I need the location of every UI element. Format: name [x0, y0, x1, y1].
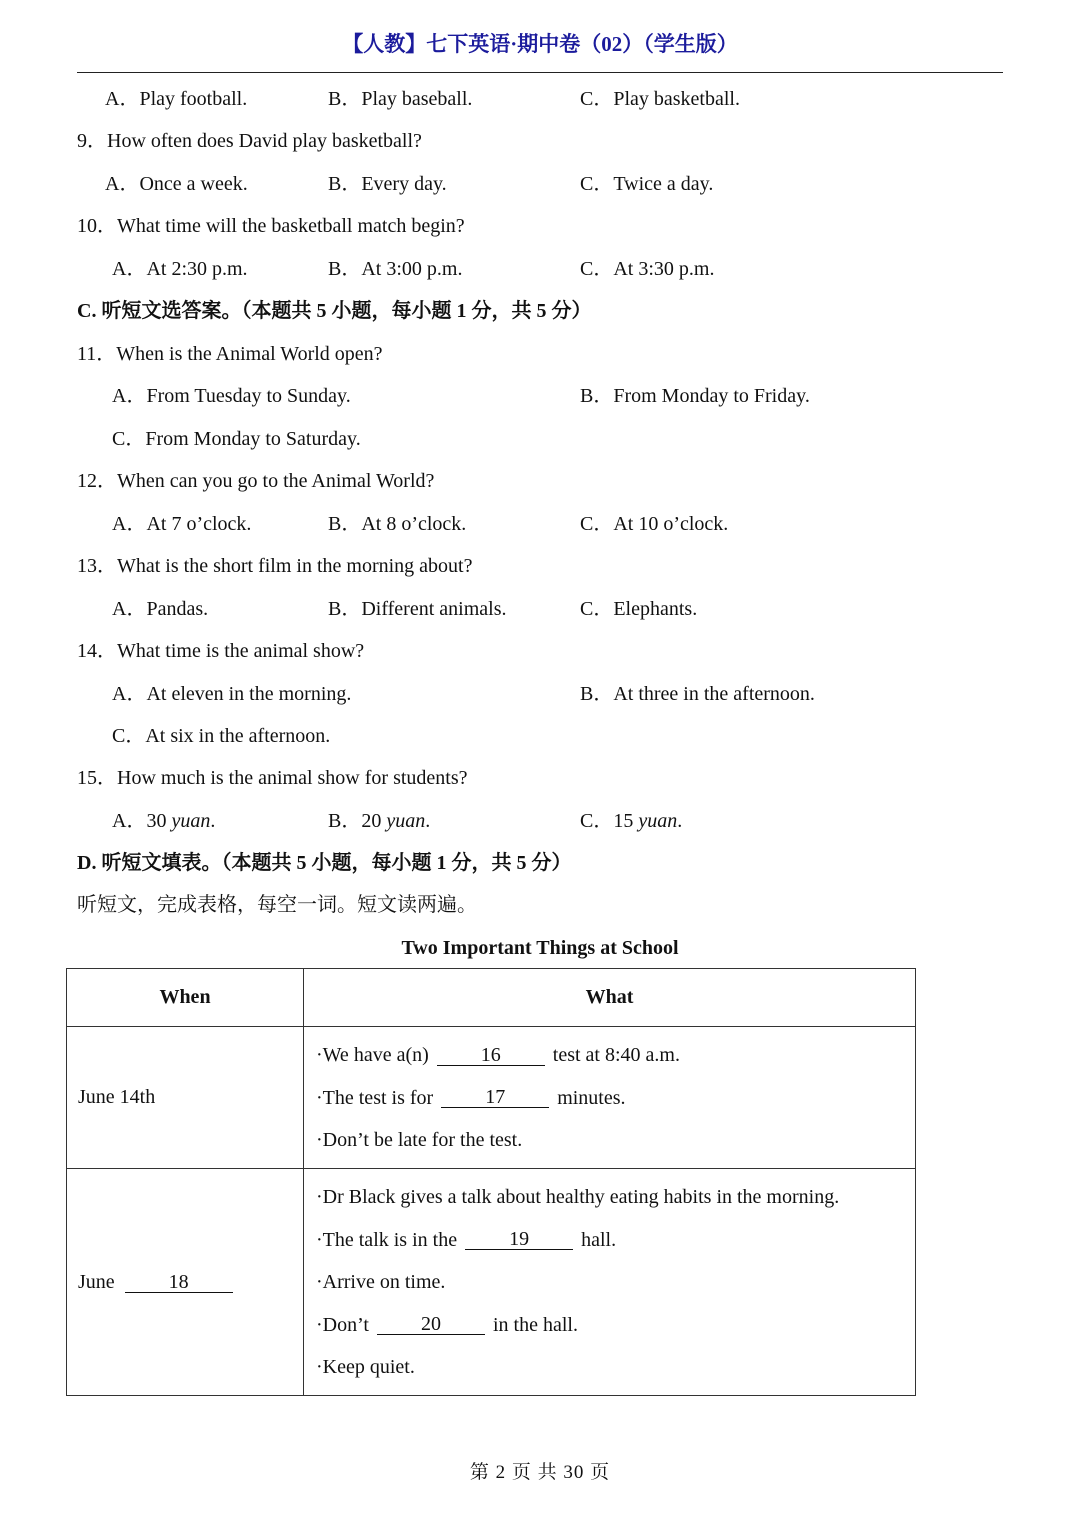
- table-line: [304, 1176, 915, 1219]
- answer-blank-16[interactable]: 16: [437, 1045, 545, 1066]
- option-punct: .: [677, 810, 683, 832]
- option: B．Play baseball.: [328, 88, 473, 110]
- question: 11．When is the Animal World open?: [77, 343, 383, 365]
- option: B．At 8 o’clock.: [328, 513, 467, 535]
- option: C．At six in the afternoon.: [112, 725, 331, 747]
- option-punct: .: [210, 810, 216, 832]
- line-text: ·Don’t: [316, 1313, 369, 1336]
- option-punct: .: [425, 810, 431, 832]
- option: A．At 2:30 p.m.: [112, 258, 248, 280]
- line-text: minutes.: [557, 1086, 626, 1109]
- instruction: 听短文，完成表格，每空一词。短文读两遍。: [77, 894, 477, 916]
- table-line: [304, 1076, 915, 1119]
- table-line: [304, 1261, 915, 1304]
- option: [328, 809, 430, 833]
- line-text: ·Don’t be late for the test.: [316, 1129, 523, 1151]
- question: 10．What time will the basketball match begin?: [77, 215, 465, 237]
- table-line: [304, 1034, 915, 1077]
- option-unit: yuan: [171, 810, 211, 832]
- section-d-heading: D. 听短文填表。（本题共 5 小题，每小题 1 分，共 5 分）: [77, 852, 572, 874]
- question: 15．How much is the animal show for students?: [77, 767, 468, 789]
- option: C．Twice a day.: [580, 173, 714, 195]
- option: C．Play basketball.: [580, 88, 740, 110]
- option-unit: yuan: [386, 810, 426, 832]
- line-text: test at 8:40 a.m.: [552, 1044, 680, 1066]
- line-text: ·The talk is in the: [316, 1228, 458, 1251]
- option: B．Different animals.: [328, 598, 507, 620]
- row1-when: June 14th: [67, 1027, 304, 1169]
- option: B．From Monday to Friday.: [580, 385, 810, 407]
- option: B．Every day.: [328, 173, 447, 195]
- line-text: ·The test is for: [316, 1086, 434, 1109]
- option: A．At eleven in the morning.: [112, 683, 352, 705]
- answer-blank-19[interactable]: 19: [465, 1229, 573, 1250]
- option: C．From Monday to Saturday.: [112, 428, 361, 450]
- option: A．Once a week.: [105, 173, 248, 195]
- table-line: [304, 1346, 915, 1389]
- row2-what: [304, 1169, 916, 1396]
- option: C．Elephants.: [580, 598, 698, 620]
- header-when: When: [67, 969, 304, 1027]
- line-text: ·We have a(n): [316, 1044, 429, 1066]
- option: C．At 3:30 p.m.: [580, 258, 715, 280]
- option-text: B．20: [328, 810, 387, 832]
- line-text: ·Keep quiet.: [316, 1356, 415, 1378]
- answer-blank-18[interactable]: 18: [125, 1272, 233, 1293]
- option: [580, 809, 682, 833]
- section-c-heading: C. 听短文选答案。（本题共 5 小题，每小题 1 分，共 5 分）: [77, 300, 592, 322]
- option: A．At 7 o’clock.: [112, 513, 252, 535]
- when-text: June: [78, 1270, 115, 1293]
- option: [112, 809, 215, 833]
- question: 14．What time is the animal show?: [77, 640, 365, 662]
- line-text: hall.: [581, 1228, 617, 1251]
- line-text: ·Dr Black gives a talk about healthy eating habits in the morning.: [316, 1186, 840, 1208]
- option: A．Pandas.: [112, 598, 209, 620]
- answer-blank-17[interactable]: 17: [441, 1087, 549, 1108]
- option: A．From Tuesday to Sunday.: [112, 385, 351, 407]
- row1-what: [304, 1027, 916, 1169]
- page-footer: 第 2 页 共 30 页: [469, 1462, 611, 1483]
- row2-when: [67, 1169, 304, 1396]
- answer-blank-20[interactable]: 20: [377, 1314, 485, 1335]
- option: C．At 10 o’clock.: [580, 513, 729, 535]
- option: B．At three in the afternoon.: [580, 683, 815, 705]
- line-text: in the hall.: [492, 1313, 578, 1336]
- option: B．At 3:00 p.m.: [328, 258, 463, 280]
- header-what: What: [304, 969, 916, 1027]
- table-line: [304, 1218, 915, 1261]
- option-text: A．30: [112, 810, 172, 832]
- option-unit: yuan: [638, 810, 678, 832]
- table-line: [304, 1303, 915, 1346]
- option: A．Play football.: [105, 88, 248, 110]
- fill-in-table: [66, 968, 916, 1396]
- line-text: ·Arrive on time.: [316, 1271, 446, 1293]
- question: 13．What is the short film in the morning about?: [77, 555, 473, 577]
- question: 9．How often does David play basketball?: [77, 130, 422, 152]
- option-text: C．15: [580, 810, 639, 832]
- page-header: 【人教】七下英语·期中卷（02）（学生版）: [342, 32, 738, 56]
- header-divider: [77, 72, 1003, 73]
- table-line: [304, 1119, 915, 1162]
- table-title: Two Important Things at School: [401, 937, 679, 959]
- question: 12．When can you go to the Animal World?: [77, 470, 435, 492]
